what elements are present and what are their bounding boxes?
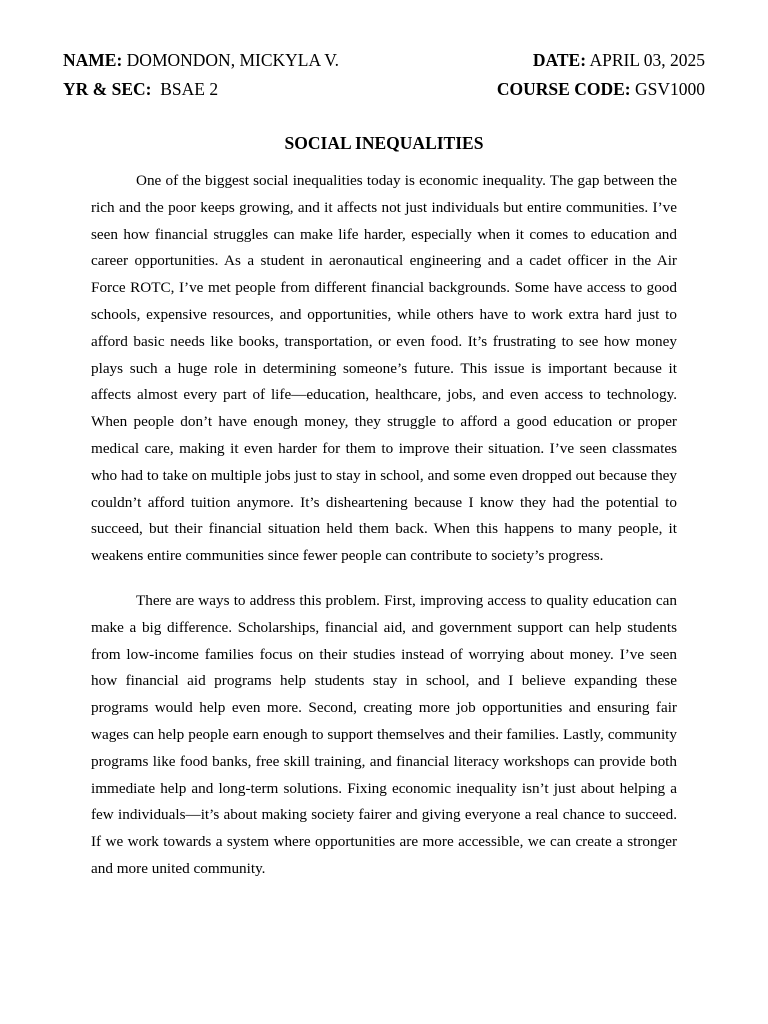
document-title: SOCIAL INEQUALITIES: [284, 133, 484, 153]
year-section-value: BSAE 2: [151, 79, 219, 99]
body-paragraph: There are ways to address this problem. First, improving access to quality education can make a big difference. Scholarships, financial aid, and government support can help students from low-income families focus on their studies instead of worrying about money. I’ve seen how financial aid programs help students stay in school, and I believe expanding these programs would help even more. Second, creating more job opportunities and ensuring fair wages can help people earn enough to support themselves and their families. Lastly, community programs like food banks, free skill training, and financial literacy workshops can provide both immediate help and long-term solutions. Fixing economic inequality isn’t just about helping a few individuals—it’s about making society fairer and giving everyone a real chance to succeed. If we work towards a system where opportunities are more accessible, we can create a stronger and more united community.: [91, 591, 677, 877]
name-label: NAME:: [63, 50, 123, 70]
date-field: [533, 46, 705, 75]
header-row-1: [63, 46, 705, 75]
date-value: APRIL 03, 2025: [586, 50, 705, 70]
name-field: [63, 46, 339, 75]
document-header: [63, 46, 705, 104]
date-label: DATE:: [532, 50, 587, 70]
year-section-field: [63, 75, 218, 104]
document-body: [91, 168, 677, 883]
course-code-value: GSV1000: [630, 79, 705, 99]
header-row-2: [63, 75, 705, 104]
year-section-label: YR & SEC:: [63, 79, 152, 99]
course-code-field: [497, 75, 705, 104]
body-paragraph: One of the biggest social inequalities today is economic inequality. The gap between the rich and the poor keeps growing, and it affects not just individuals but entire communities. I’ve seen how financial struggles can make life harder, especially when it comes to education and career opportunities. As a student in aeronautical engineering and a cadet officer in the Air Force ROTC, I’ve met people from different financial backgrounds. Some have access to good schools, expensive resources, and opportunities, while others have to work extra hard just to afford basic needs like books, transportation, or even food. It’s frustrating to see how money plays such a huge role in determining someone’s future. This issue is important because it affects almost every part of life—education, healthcare, jobs, and even access to technology. When people don’t have enough money, they struggle to afford a good education or proper medical care, making it even harder for them to improve their situation. I’ve seen classmates who had to take on multiple jobs just to stay in school, and some even dropped out because they couldn’t afford tuition anymore. It’s disheartening because I know they had the potential to succeed, but their financial situation held them back. When this happens to many people, it weakens entire communities since fewer people can contribute to society’s progress.: [91, 172, 677, 565]
course-code-label: COURSE CODE:: [496, 79, 631, 99]
name-value: DOMONDON, MICKYLA V.: [122, 50, 339, 70]
